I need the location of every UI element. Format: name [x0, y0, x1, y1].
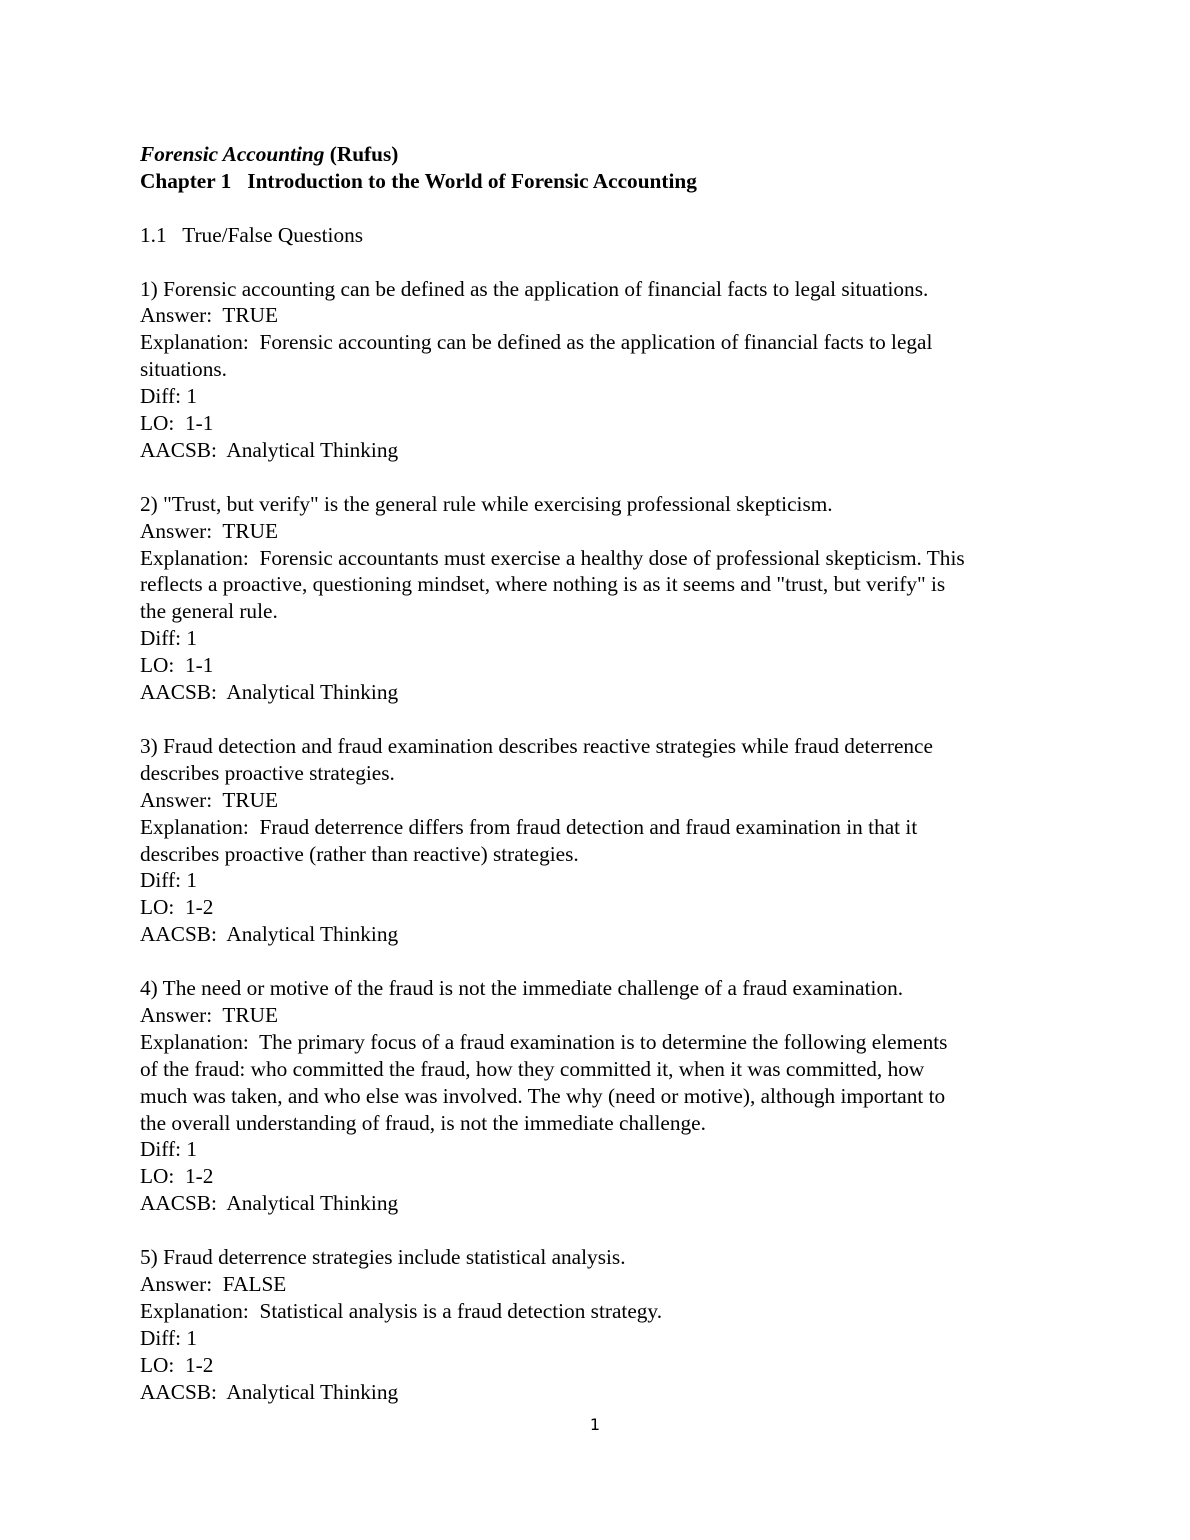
explanation-text: the overall understanding of fraud, is not the immediate challenge.: [140, 1110, 706, 1135]
learning-objective-text: LO: 1-1: [140, 411, 214, 436]
question-block: [140, 975, 1060, 1217]
aacsb-text: AACSB: Analytical Thinking: [140, 1379, 399, 1404]
question-text: 4) The need or motive of the fraud is not the immediate challenge of a fraud examination.: [140, 976, 904, 1001]
question-block: [140, 733, 1060, 948]
answer-text: Answer: FALSE: [140, 1271, 287, 1296]
question-text: 5) Fraud deterrence strategies include statistical analysis.: [140, 1245, 626, 1270]
spacer: [140, 249, 1060, 276]
answer-text: Answer: TRUE: [140, 303, 279, 328]
difficulty-text: Diff: 1: [140, 384, 197, 409]
question-block: [140, 276, 1060, 464]
explanation-text: the general rule.: [140, 599, 278, 624]
page-content: [140, 141, 1060, 1406]
difficulty-text: Diff: 1: [140, 1137, 197, 1162]
aacsb-text: AACSB: Analytical Thinking: [140, 922, 399, 947]
spacer: [140, 1217, 1060, 1244]
page-number: 1: [589, 1415, 601, 1434]
aacsb-text: AACSB: Analytical Thinking: [140, 437, 399, 462]
spacer: [140, 706, 1060, 733]
question-text: 1) Forensic accounting can be defined as the application of financial facts to legal situations.: [140, 276, 929, 301]
explanation-text: Explanation: Statistical analysis is a fraud detection strategy.: [140, 1298, 663, 1323]
explanation-text: Explanation: Fraud deterrence differs from fraud detection and fraud examination in that it: [140, 814, 918, 839]
explanation-text: Explanation: Forensic accountants must exercise a healthy dose of professional skepticism. This: [140, 545, 965, 570]
spacer: [140, 464, 1060, 491]
explanation-text: describes proactive (rather than reactive) strategies.: [140, 841, 579, 866]
author-name: (Rufus): [329, 142, 399, 166]
difficulty-text: Diff: 1: [140, 626, 197, 651]
explanation-text: much was taken, and who else was involved. The why (need or motive), although important to: [140, 1083, 946, 1108]
question-block: [140, 1244, 1060, 1405]
difficulty-text: Diff: 1: [140, 1325, 197, 1350]
learning-objective-text: LO: 1-1: [140, 653, 214, 678]
learning-objective-text: LO: 1-2: [140, 1352, 214, 1377]
book-title-line: [140, 141, 1060, 168]
section-heading: 1.1 True/False Questions: [140, 222, 364, 247]
learning-objective-text: LO: 1-2: [140, 1164, 214, 1189]
aacsb-text: AACSB: Analytical Thinking: [140, 680, 399, 705]
aacsb-text: AACSB: Analytical Thinking: [140, 1191, 399, 1216]
difficulty-text: Diff: 1: [140, 868, 197, 893]
spacer: [140, 195, 1060, 222]
question-text: describes proactive strategies.: [140, 760, 395, 785]
question-text: 2) "Trust, but verify" is the general rule while exercising professional skepticism.: [140, 491, 833, 516]
explanation-text: reflects a proactive, questioning mindset, where nothing is as it seems and "trust, but verify" is: [140, 572, 946, 597]
chapter-title: Chapter 1 Introduction to the World of Forensic Accounting: [140, 168, 697, 193]
answer-text: Answer: TRUE: [140, 518, 279, 543]
learning-objective-text: LO: 1-2: [140, 895, 214, 920]
explanation-text: Explanation: Forensic accounting can be defined as the application of financial facts to legal: [140, 330, 933, 355]
book-title: Forensic Accounting: [140, 142, 325, 166]
explanation-text: of the fraud: who committed the fraud, how they committed it, when it was committed, how: [140, 1056, 925, 1081]
spacer: [140, 948, 1060, 975]
answer-text: Answer: TRUE: [140, 787, 279, 812]
explanation-text: situations.: [140, 357, 227, 382]
question-text: 3) Fraud detection and fraud examination describes reactive strategies while fraud deterrence: [140, 733, 933, 758]
question-block: [140, 491, 1060, 706]
answer-text: Answer: TRUE: [140, 1002, 279, 1027]
explanation-text: Explanation: The primary focus of a fraud examination is to determine the following elements: [140, 1029, 948, 1054]
